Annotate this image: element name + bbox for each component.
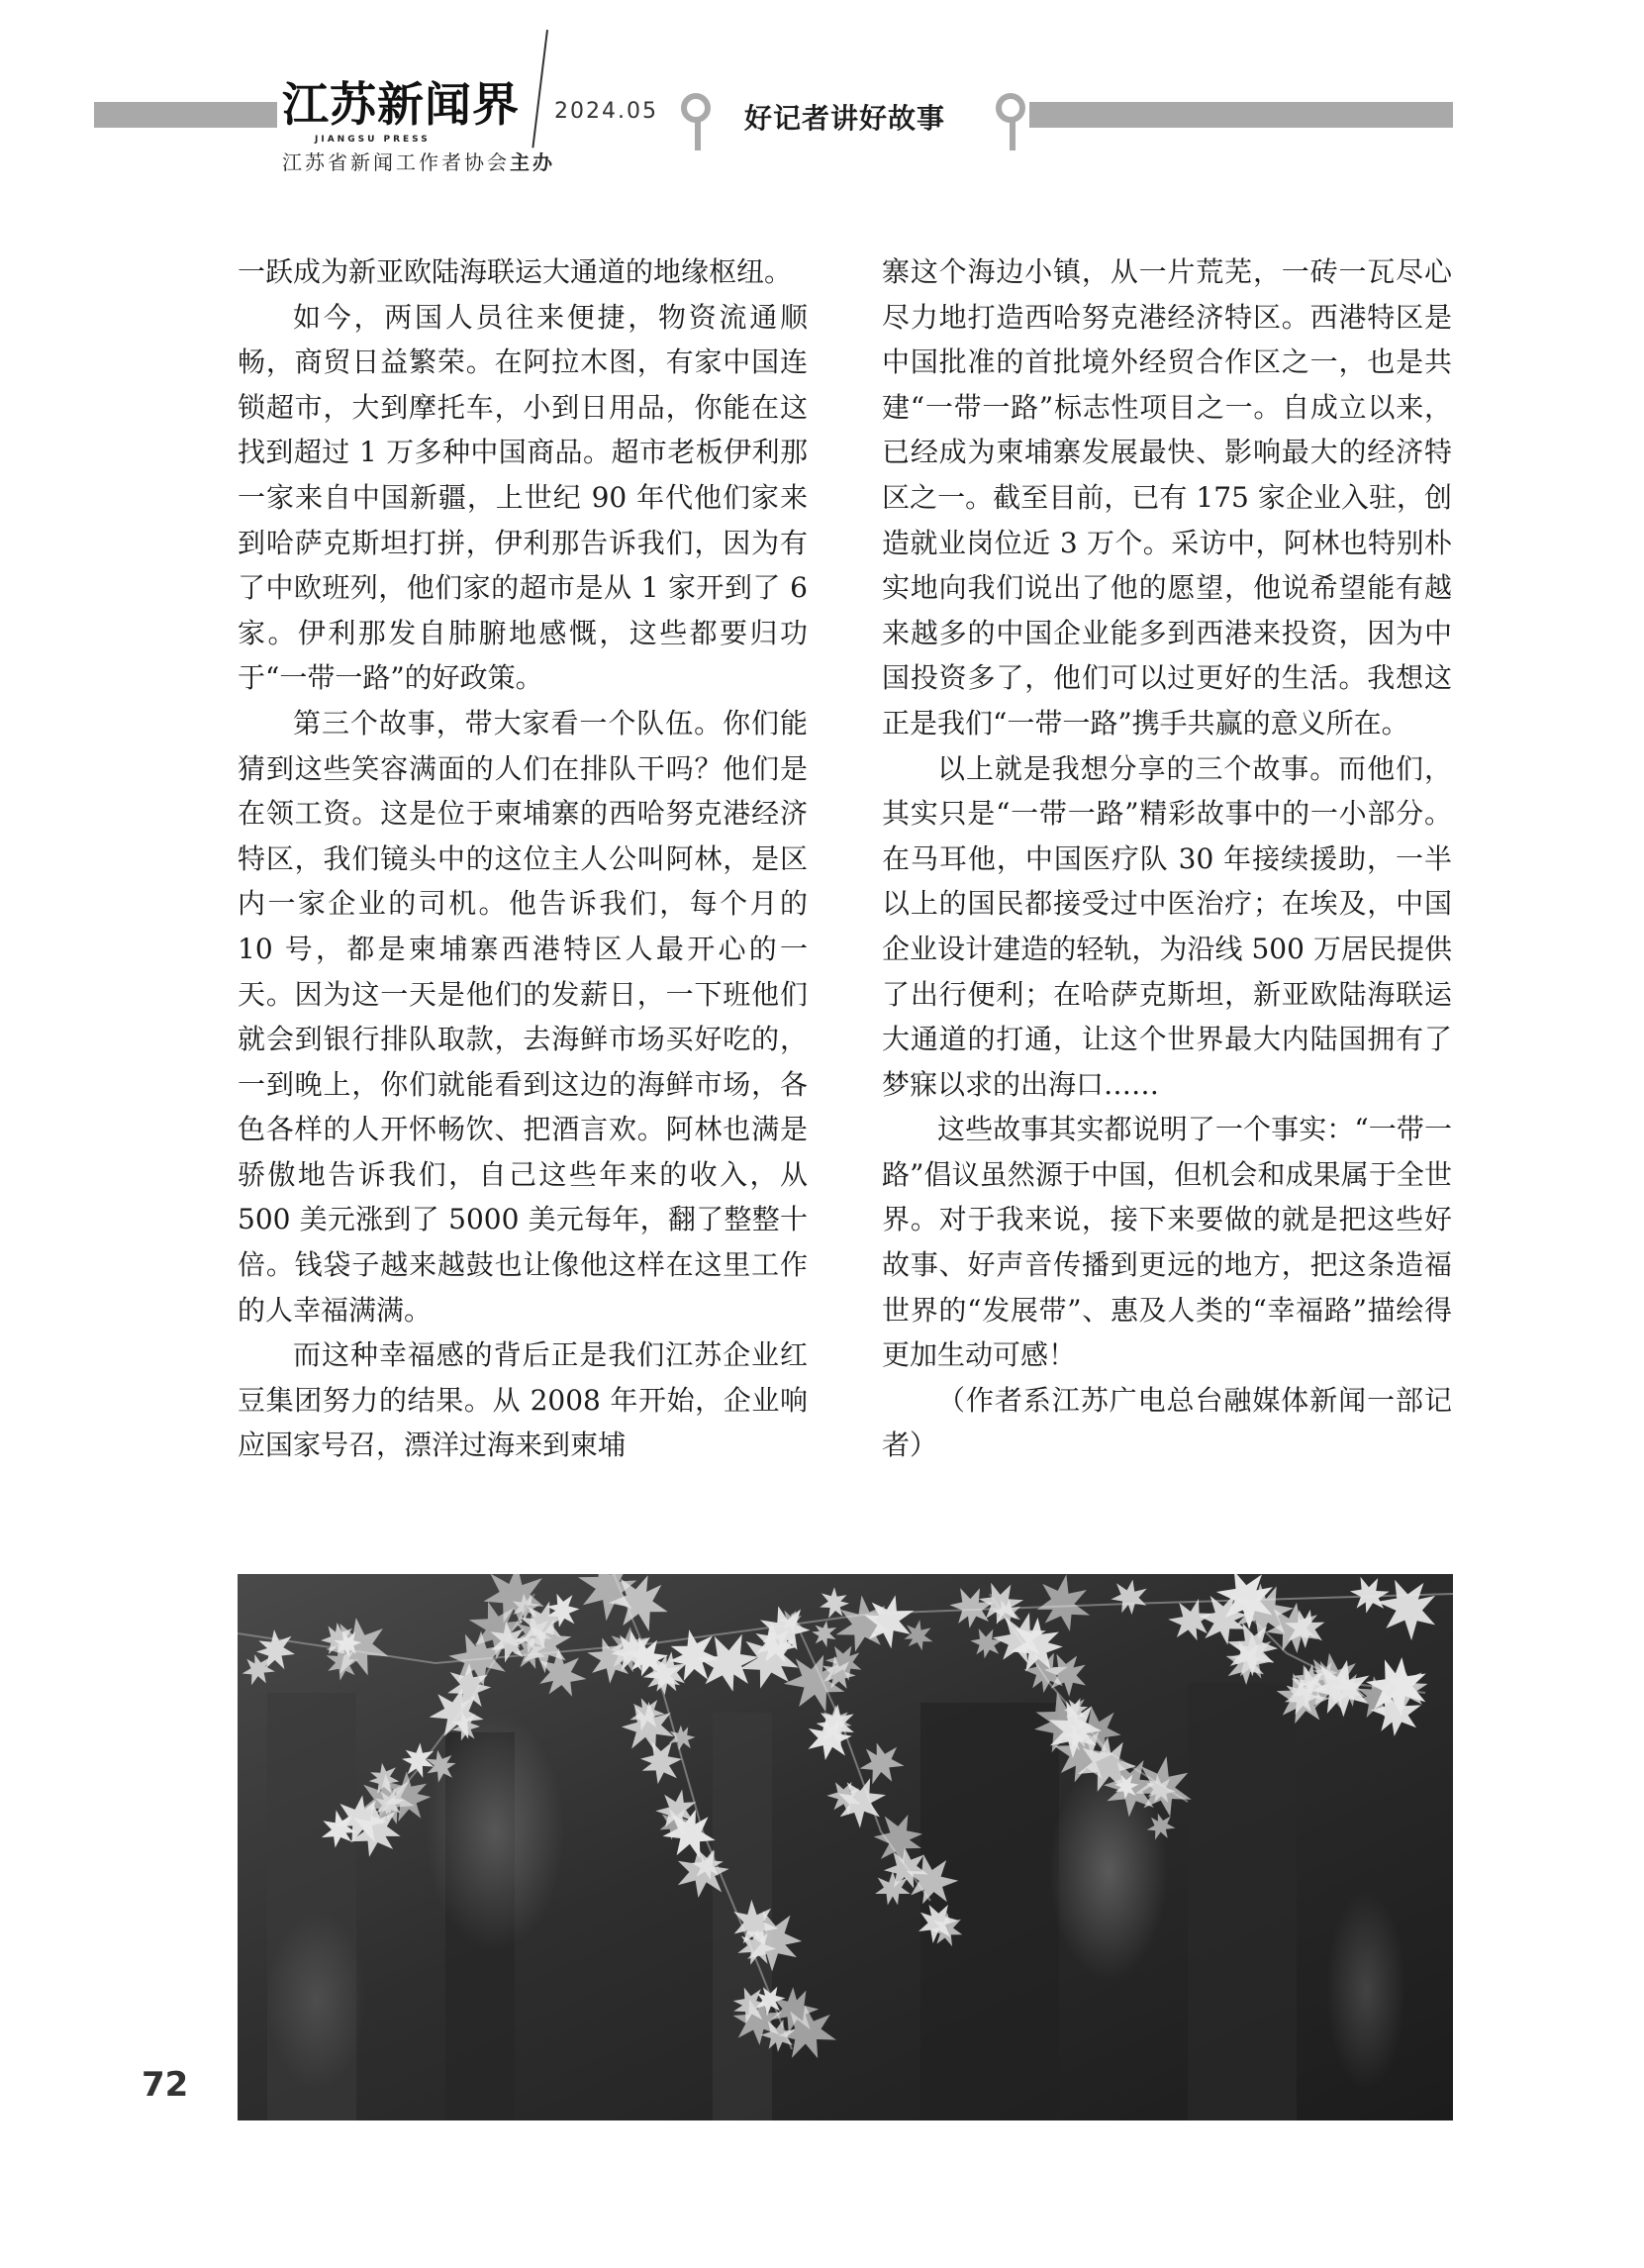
organizer-suffix: 主办 [510,150,555,174]
organizer [282,147,555,175]
section-title: 好记者讲好故事 [744,102,946,135]
paragraph: 以上就是我想分享的三个故事。而他们，其实只是“一带一路”精彩故事中的一小部分。在马耳他，中国医疗队 30 年接续援助，一半以上的国民都接受过中医治疗；在埃及，中国企业设计建造的轻轨，为沿线 500 万居民提供了出行便利；在哈萨克斯坦，新亚欧陆海联运大通道的打通，让这个世界最大内陆国拥有了梦寐以求的出海口…… [882,751,1452,1101]
paragraph: 如今，两国人员往来便捷，物资流通顺畅，商贸日益繁荣。在阿拉木图，有家中国连锁超市，大到摩托车，小到日用品，你能在这找到超过 1 万多种中国商品。超市老板伊利那一家来自中国新疆，上世纪 90 年代他们家来到哈萨克斯坦打拼，伊利那告诉我们，因为有了中欧班列，他们家的超市是从 1 家开到了 6 家。伊利那发自肺腑地感慨，这些都要归功于“一带一路”的好政策。 [238,300,808,695]
magazine-subtitle: JIANGSU PRESS [315,135,431,145]
paragraph: 寨这个海边小镇，从一片荒芜，一砖一瓦尽心尽力地打造西哈努克港经济特区。西港特区是中国批准的首批境外经贸合作区之一，也是共建“一带一路”标志性项目之一。自成立以来，已经成为柬埔寨发展最快、影响最大的经济特区之一。截至目前，已有 175 家企业入驻，创造就业岗位近 3 万个。采访中，阿林也特别朴实地向我们说出了他的愿望，他说希望能有越来越多的中国企业能多到西港来投资，因为中国投资多了，他们可以过更好的生活。我想这正是我们“一带一路”携手共赢的意义所在。 [882,255,1452,740]
pin-icon [996,93,1025,123]
article-column-left [238,249,808,1468]
header-bar-right [1029,102,1453,128]
paragraph: 这些故事其实都说明了一个事实：“一带一路”倡议虽然源于中国，但机会和成果属于全世界。对于我来说，接下来要做的就是把这些好故事、好声音传播到更远的地方，把这条造福世界的“发展带”、惠及人类的“幸福路”描绘得更加生动可感！ [882,1113,1452,1372]
page-number: 72 [142,2065,189,2105]
paragraph: 而这种幸福感的背后正是我们江苏企业红豆集团努力的结果。从 2008 年开始，企业响应国家号召，漂洋过海来到柬埔 [238,1338,808,1462]
article-column-right [882,249,1452,1468]
pin-icon [681,93,711,123]
header-bar-left [94,102,277,128]
paragraph: 一跃成为新亚欧陆海联运大通道的地缘枢纽。 [238,255,793,288]
issue-date: 2024.05 [554,99,658,124]
magazine-title: 江苏新闻界 [282,78,520,133]
paragraph: 第三个故事，带大家看一个队伍。你们能猜到这些笑容满面的人们在排队干吗？他们是在领工资。这是位于柬埔寨的西哈努克港经济特区，我们镜头中的这位主人公叫阿林，是区内一家企业的司机。他告诉我们，每个月的 10 号，都是柬埔寨西港特区人最开心的一天。因为这一天是他们的发薪日，一下班他们就会到银行排队取款，去海鲜市场买好吃的，一到晚上，你们就能看到这边的海鲜市场，各色各样的人开怀畅饮、把酒言欢。阿林也满是骄傲地告诉我们，自己这些年来的收入，从 500 美元涨到了 5000 美元每年，翻了整整十倍。钱袋子越来越鼓也让像他这样在这里工作的人幸福满满。 [238,706,808,1327]
header-divider [532,30,548,148]
maple-leaves-photo [238,1574,1453,2120]
organizer-name: 江苏省新闻工作者协会 [282,150,510,174]
author-note: （作者系江苏广电总台融媒体新闻一部记者） [882,1383,1452,1462]
